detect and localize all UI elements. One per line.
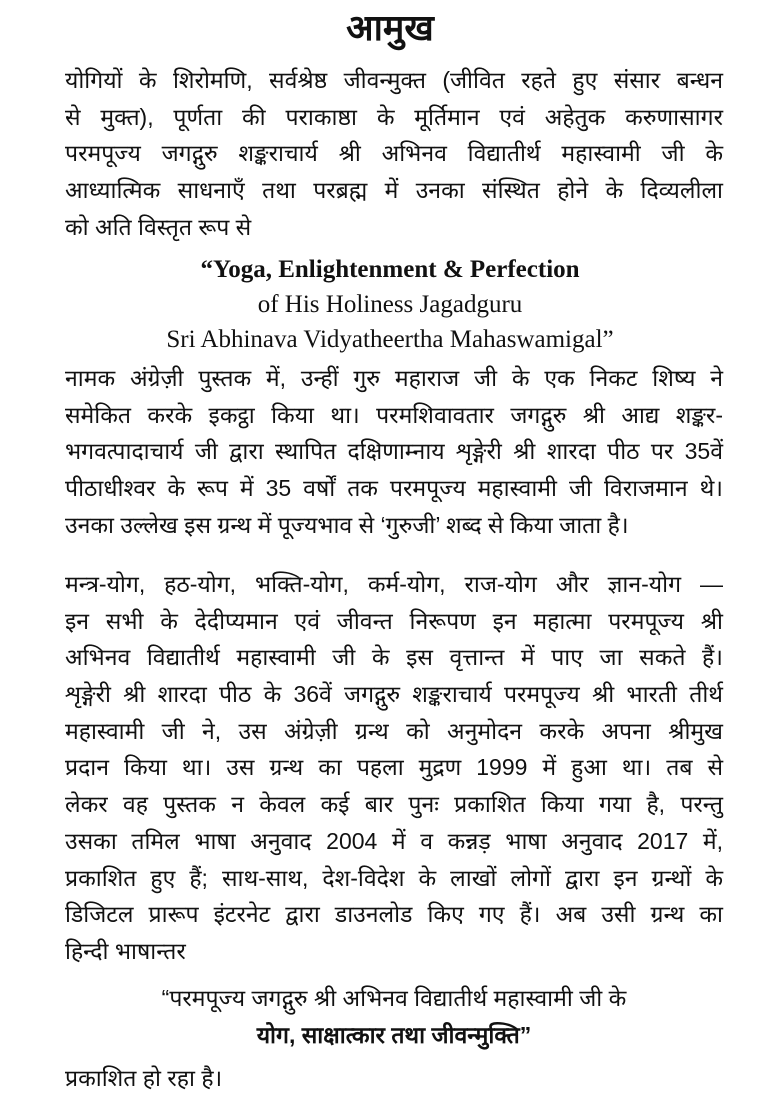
page-title: आमुख [346, 7, 434, 48]
text-line: अभिनव विद्यातीर्थ महास्वामी जी के इस वृत्तान्त में पाए जा सकते हैं। [65, 644, 723, 671]
text-line: पीठाधीश्वर के रूप में 35 वर्षों तक परमपूज्य महास्वामी जी विराजमान थे। [65, 475, 723, 502]
text-line: प्रकाशित हो रहा है। [65, 1065, 223, 1091]
paragraph-2 [65, 360, 723, 543]
closing-line [65, 1060, 723, 1097]
text-line: योग, साक्षात्कार तथा जीवन्मुक्ति” [256, 1021, 532, 1048]
text-line: उनका उल्लेख इस ग्रन्थ में पूज्यभाव से ‘गुरुजी’ शब्द से किया जाता है। [65, 511, 629, 538]
text-line: भगवत्पादाचार्य जी द्वारा स्थापित दक्षिणाम्नाय शृङ्गेरी श्री शारदा पीठ पर 35वें [65, 438, 723, 465]
text-line: उसका तमिल भाषा अनुवाद 2004 में व कन्नड़ भाषा अनुवाद 2017 में, [65, 827, 723, 854]
text-line: परमपूज्य जगद्गुरु शङ्कराचार्य श्री अभिनव विद्यातीर्थ महास्वामी जी के [65, 140, 723, 167]
text-line: प्रदान किया था। उस ग्रन्थ का पहला मुद्रण 1999 में हुआ था। तब से [65, 754, 723, 781]
text-line: “परमपूज्य जगद्गुरु श्री अभिनव विद्यातीर्थ महास्वामी जी के [161, 985, 627, 1011]
text-line: लेकर वह पुस्तक न केवल कई बार पुनः प्रकाशित किया गया है, परन्तु [65, 791, 723, 818]
text-line: आध्यात्मिक साधनाएँ तथा परब्रह्म में उनका संस्थित होने के दिव्यलीला [65, 177, 723, 204]
text-line: of His Holiness Jagadguru [257, 291, 523, 318]
text-line: समेकित करके इकट्ठा किया था। परमशिवावतार जगद्गुरु श्री आद्य शङ्कर- [65, 401, 723, 428]
text-line: योगियों के शिरोमणि, सर्वश्रेष्ठ जीवन्मुक्त (जीवित रहते हुए संसार बन्धन [65, 67, 723, 93]
text-line: नामक अंग्रेज़ी पुस्तक में, उन्हीं गुरु महाराज जी के एक निकट शिष्य ने [65, 365, 723, 391]
text-line: प्रकाशित हुए हैं; साथ-साथ, देश-विदेश के लाखों लोगों द्वारा इन ग्रन्थों के [65, 864, 723, 891]
hindi-book-title [65, 980, 723, 1053]
text-line: डिजिटल प्रारूप इंटरनेट द्वारा डाउनलोड किए गए हैं। अब उसी ग्रन्थ का [65, 901, 723, 928]
text-line: Sri Abhinava Vidyatheertha Mahaswamigal” [166, 326, 614, 353]
text-line: से मुक्त), पूर्णता की पराकाष्ठा के मूर्तिमान एवं अहेतुक करुणासागर [65, 103, 723, 130]
text-line: को अति विस्तृत रूप से [65, 213, 252, 240]
paragraph-3 [65, 566, 723, 970]
text-line: मन्त्र-योग, हठ-योग, भक्ति-योग, कर्म-योग, राज-योग और ज्ञान-योग — [65, 571, 723, 597]
text-line: हिन्दी भाषान्तर [65, 937, 186, 964]
text-line: शृङ्गेरी श्री शारदा पीठ के 36वें जगद्गुरु शङ्कराचार्य परमपूज्य श्री भारती तीर्थ [65, 681, 723, 708]
text-line: महास्वामी जी ने, उस अंग्रेज़ी ग्रन्थ को अनुमोदन करके अपना श्रीमुख [65, 717, 723, 744]
english-book-title [0, 252, 780, 357]
paragraph-1 [65, 62, 723, 245]
text-line: “Yoga, Enlightenment & Perfection [200, 256, 580, 283]
text-line: इन सभी के देदीप्यमान एवं जीवन्त निरूपण इन महात्मा परमपूज्य श्री [65, 607, 723, 634]
